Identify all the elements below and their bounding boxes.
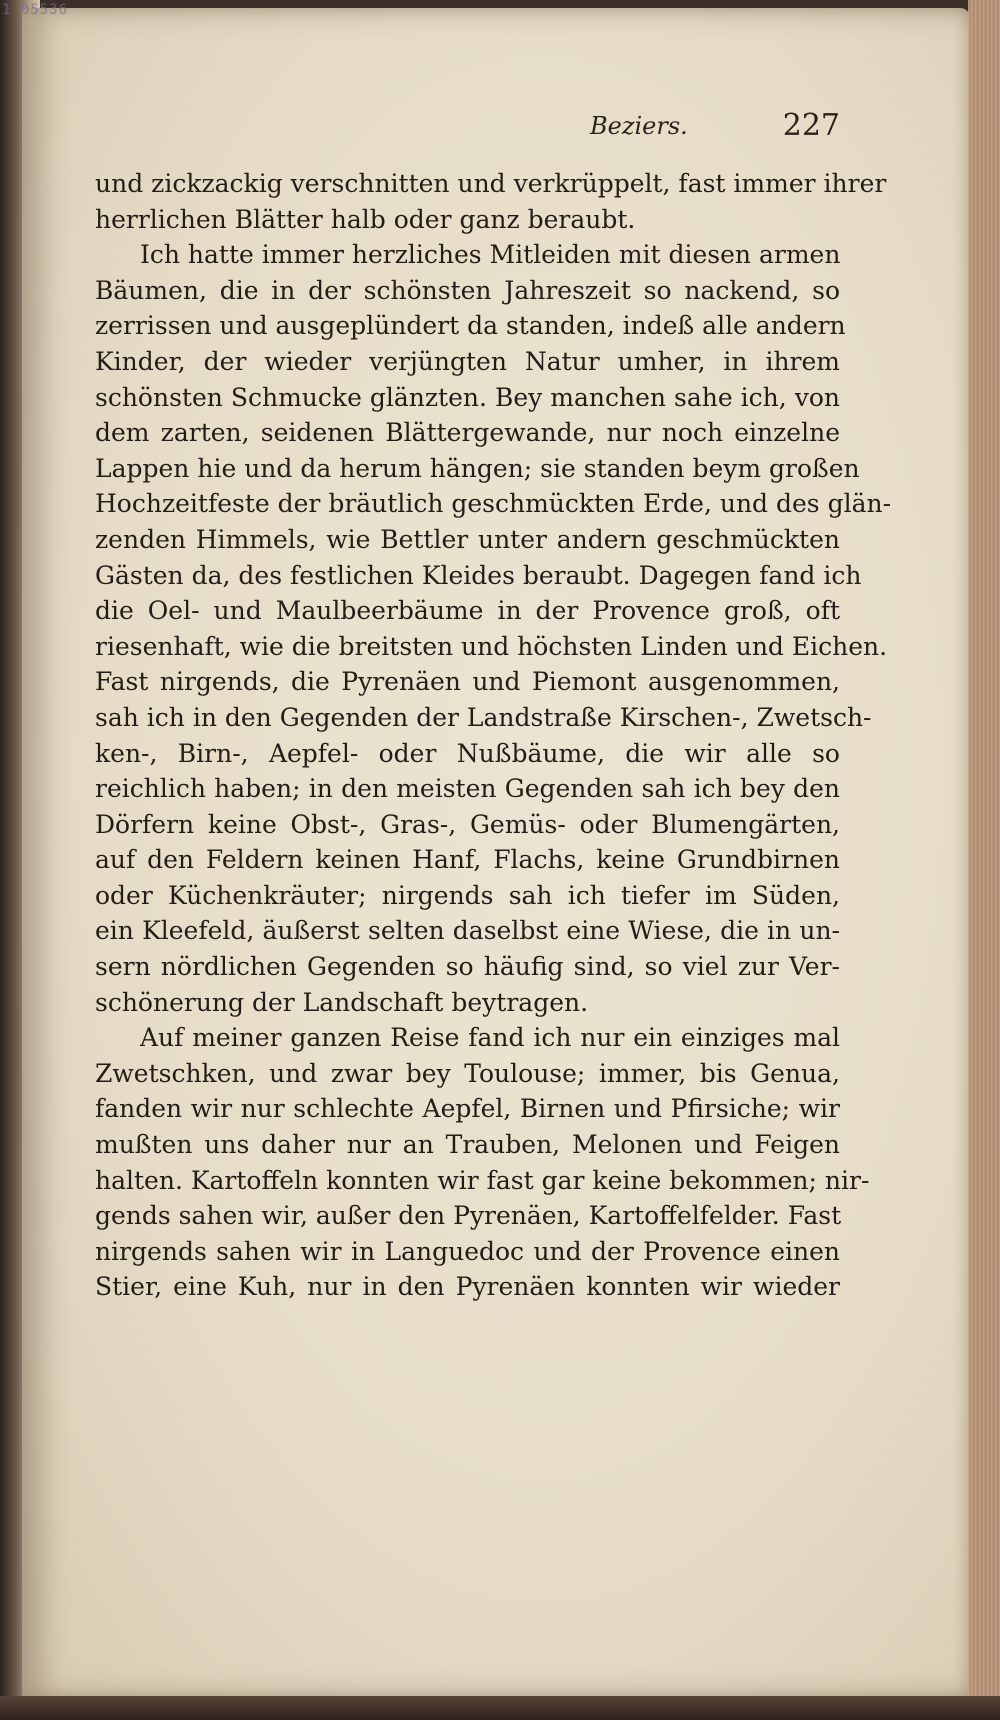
page-edges bbox=[968, 0, 1000, 1720]
text-line: dem zarten, seidenen Blättergewande, nur noch einzelne bbox=[95, 418, 840, 448]
text-line: Auf meiner ganzen Reise fand ich nur ein einziges mal bbox=[140, 1023, 840, 1053]
running-title: Beziers. bbox=[590, 112, 688, 140]
text-line: Lappen hie und da herum hängen; sie standen beym großen bbox=[95, 453, 860, 483]
text-line: Dörfern keine Obst-, Gras-, Gemüs- oder Blumengärten, bbox=[95, 809, 840, 839]
text-line: zerrissen und ausgeplündert da standen, indeß alle andern bbox=[95, 311, 846, 341]
page-header bbox=[590, 108, 840, 144]
text-line: riesenhaft, wie die breitsten und höchsten Linden und Eichen. bbox=[95, 631, 888, 661]
text-line: auf den Feldern keinen Hanf, Flachs, keine Grundbirnen bbox=[95, 845, 840, 875]
body-text bbox=[95, 166, 892, 1305]
text-line: gends sahen wir, außer den Pyrenäen, Kartoffelfelder. Fast bbox=[95, 1201, 842, 1231]
text-line: fanden wir nur schlechte Aepfel, Birnen und Pfirsiche; wir bbox=[95, 1094, 840, 1124]
text-line: Fast nirgends, die Pyrenäen und Piemont ausgenommen, bbox=[95, 667, 840, 697]
text-line: nirgends sahen wir in Languedoc und der Provence einen bbox=[95, 1236, 840, 1266]
text-line: Zwetschken, und zwar bey Toulouse; immer, bis Genua, bbox=[95, 1058, 840, 1088]
text-line: zenden Himmels, wie Bettler unter andern geschmückten bbox=[95, 524, 840, 554]
library-stamp: 1 05536 bbox=[2, 2, 69, 18]
text-line: und zickzackig verschnitten und verkrüppelt, fast immer ihrer bbox=[95, 169, 887, 198]
text-line: Gästen da, des festlichen Kleides beraubt. Dagegen fand ich bbox=[95, 560, 862, 590]
text-line: sern nördlichen Gegenden so häufig sind, so viel zur Ver- bbox=[95, 952, 840, 982]
page-number: 227 bbox=[782, 108, 840, 143]
text-line: halten. Kartoffeln konnten wir fast gar keine bekommen; nir- bbox=[95, 1165, 870, 1195]
text-line: mußten uns daher nur an Trauben, Melonen und Feigen bbox=[95, 1130, 840, 1160]
text-line: Hochzeitfeste der bräutlich geschmückten Erde, und des glän- bbox=[95, 489, 892, 519]
text-line: ken-, Birn-, Aepfel- oder Nußbäume, die wir alle so bbox=[95, 738, 840, 768]
text-line: sah ich in den Gegenden der Landstraße Kirschen-, Zwetsch- bbox=[95, 702, 872, 732]
text-line: oder Küchenkräuter; nirgends sah ich tiefer im Süden, bbox=[95, 880, 840, 910]
text-line: Ich hatte immer herzliches Mitleiden mit diesen armen bbox=[140, 240, 841, 270]
text-line: schönsten Schmucke glänzten. Bey manchen sahe ich, von bbox=[95, 382, 840, 412]
text-line: die Oel- und Maulbeerbäume in der Provence groß, oft bbox=[95, 596, 840, 626]
text-line: schönerung der Landschaft beytragen. bbox=[95, 987, 589, 1017]
text-line: reichlich haben; in den meisten Gegenden sah ich bey den bbox=[95, 774, 840, 804]
bottom-shadow bbox=[0, 1696, 1000, 1720]
text-line: Kinder, der wieder verjüngten Natur umher, in ihrem bbox=[95, 346, 840, 376]
text-line: Stier, eine Kuh, nur in den Pyrenäen konnten wir wieder bbox=[95, 1272, 840, 1302]
text-line: Bäumen, die in der schönsten Jahreszeit so nackend, so bbox=[95, 275, 840, 305]
text-line: herrlichen Blätter halb oder ganz beraubt. bbox=[95, 204, 636, 234]
text-line: ein Kleefeld, äußerst selten daselbst eine Wiese, die in un- bbox=[95, 916, 840, 946]
